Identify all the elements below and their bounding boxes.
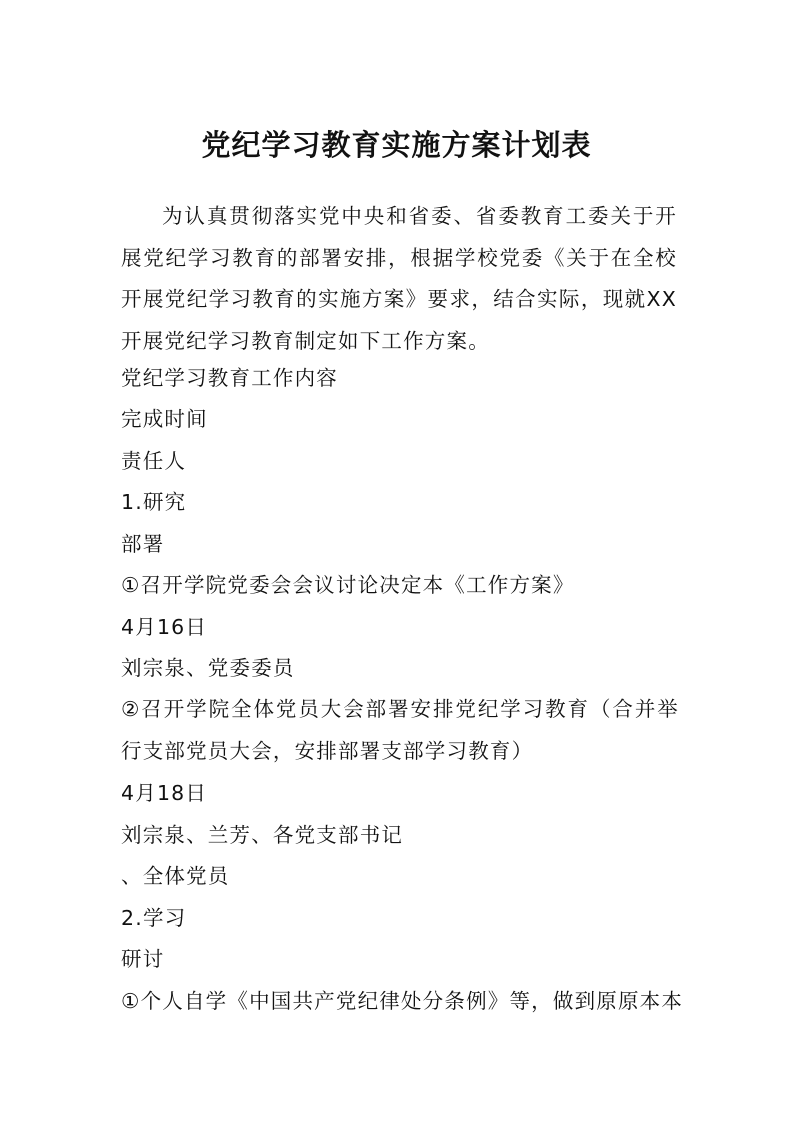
- section-2-number: 2.学习: [121, 906, 187, 930]
- item-1-1-date: 4月16日: [121, 615, 208, 639]
- table-header-content: 党纪学习教育工作内容: [121, 366, 338, 390]
- item-1-2-date: 4月18日: [121, 781, 208, 805]
- table-header-person: 责任人: [121, 449, 187, 473]
- table-header-time: 完成时间: [121, 407, 208, 431]
- document-title: 党纪学习教育实施方案计划表: [201, 128, 592, 162]
- item-1-1-person: 刘宗泉、党委委员: [121, 656, 295, 680]
- section-1-number: 1.研究: [121, 490, 187, 514]
- section-1-name: 部署: [121, 532, 165, 556]
- item-1-2-person: 刘宗泉、兰芳、各党支部书记: [121, 823, 404, 847]
- item-1-2: ②召开学院全体党员大会部署安排党纪学习教育（合并举行支部党员大会，安排部署支部学习教育）: [121, 697, 679, 763]
- intro-paragraph: 为认真贯彻落实党中央和省委、省委教育工委关于开展党纪学习教育的部署安排，根据学校党委《关于在全校开展党纪学习教育的实施方案》要求，结合实际，现就XX开展党纪学习教育制定如下工作方案。: [121, 204, 677, 353]
- item-2-1: ①个人自学《中国共产党纪律处分条例》等，做到原原本本: [121, 989, 684, 1013]
- section-2-name: 研讨: [121, 947, 165, 971]
- item-1-1: ①召开学院党委会会议讨论决定本《工作方案》: [121, 573, 575, 597]
- item-1-2-person-cont: 、全体党员: [121, 864, 230, 888]
